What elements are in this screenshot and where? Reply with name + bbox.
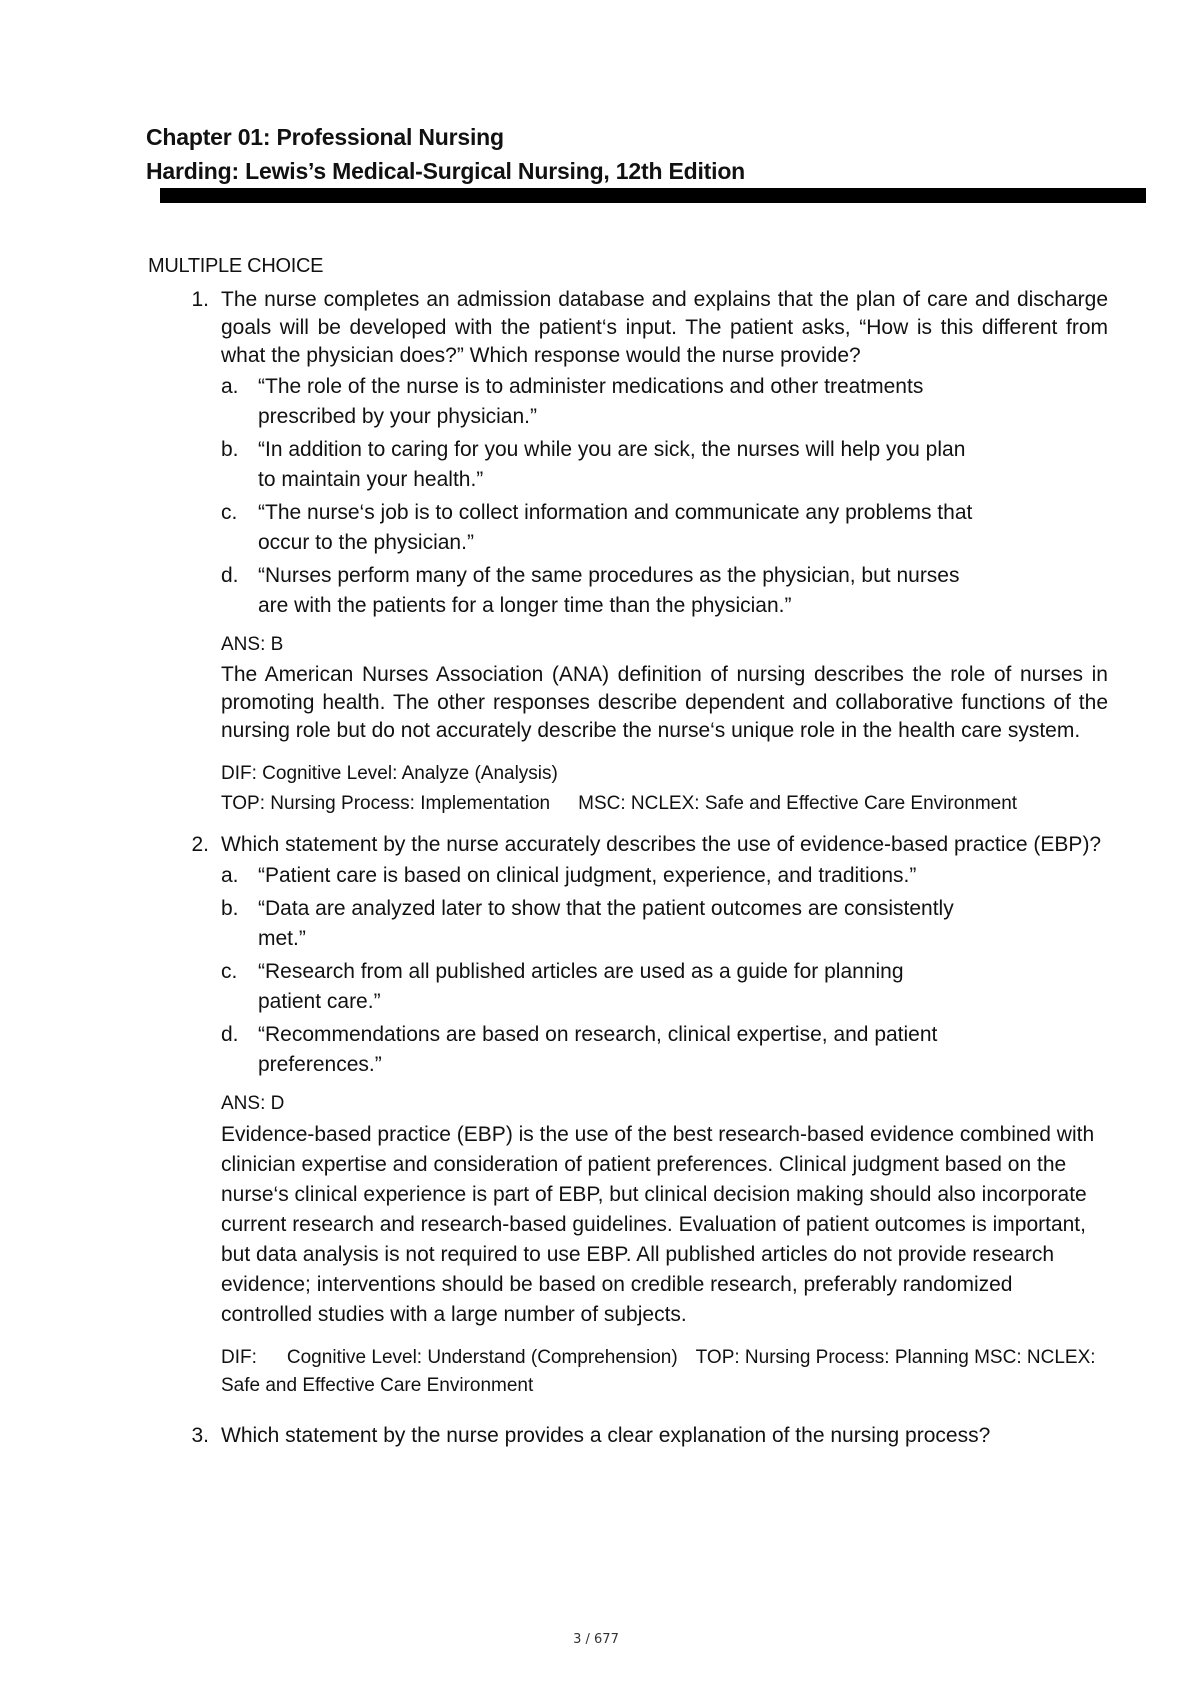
option-letter: c. [221,960,238,983]
rationale: The American Nurses Association (ANA) definition of nursing describes the role of nurses in promoting health. The other responses describe dependent and collaborative functions of the nursing role but do not accurately describe the nurse‘s unique role in the health care system. [221,663,1108,742]
option-text: “The role of the nurse is to administer medications and other treatments prescribed by your physician.” [258,375,924,428]
question-metadata [221,1344,1108,1400]
option-list [221,372,1108,621]
question-text: Which statement by the nurse accurately describes the use of evidence-based practice (EBP)? [221,833,1102,856]
option-letter: a. [221,375,239,398]
option-c [221,498,1108,558]
answer-key: ANS: B [221,634,284,655]
difficulty: Cognitive Level: Understand (Comprehension) [286,1347,678,1368]
option-list [221,861,1108,1080]
question-number: 3. [191,1424,209,1447]
option-letter: d. [221,564,239,587]
option-letter: b. [221,897,239,920]
book-title: Harding: Lewis’s Medical-Surgical Nursing, 12th Edition [146,158,746,184]
msc-category: MSC: NCLEX: Safe and Effective Care Environment [578,793,1018,814]
option-a [221,861,1108,891]
question-number: 1. [191,288,209,311]
option-text: “Patient care is based on clinical judgment, experience, and traditions.” [258,864,917,887]
question-1 [160,286,1108,819]
question-text: The nurse completes an admission database and explains that the plan of care and discharge goals will be developed with the patient‘s input. The patient asks, “How is this different from what the physician does?” Which response would the nurse provide? [221,288,1108,367]
option-b [221,435,1108,495]
option-text: “In addition to caring for you while you are sick, the nurses will help you plan to maintain your health.” [258,438,966,491]
option-text: “Nurses perform many of the same procedures as the physician, but nurses are with the patients for a longer time than the physician.” [258,564,960,617]
header-divider [160,188,1146,203]
option-a [221,372,1108,432]
answer-block [221,631,1108,819]
option-letter: b. [221,438,239,461]
option-text: “Data are analyzed later to show that the patient outcomes are consistently met.” [258,897,954,950]
page-header [146,120,1146,188]
difficulty-label: DIF: [221,1347,257,1368]
question-number: 2. [191,833,209,856]
msc-category: MSC: NCLEX: Safe and Effective Care Environment [221,1347,1096,1396]
answer-block [221,1090,1108,1400]
topic: TOP: Nursing Process: Planning [695,1347,969,1368]
option-letter: c. [221,501,238,524]
option-d [221,561,1108,621]
topic: TOP: Nursing Process: Implementation [221,793,551,814]
option-text: “The nurse‘s job is to collect information and communicate any problems that occur to the physician.” [258,501,973,554]
answer-key: ANS: D [221,1093,285,1114]
chapter-title: Chapter 01: Professional Nursing [146,124,504,150]
difficulty: DIF: Cognitive Level: Analyze (Analysis) [221,763,558,784]
rationale: Evidence-based practice (EBP) is the use of the best research-based evidence combined with clinician expertise and consideration of patient preferences. Clinical judgment based on the nurse‘s clinical experience is part of EBP, but clinical decision making should also incorporate current research and research-based guidelines. Evaluation of patient outcomes is important, but data analysis is not required to use EBP. All published articles do not provide research evidence; interventions should be based on credible research, preferably randomized controlled studies with a large number of subjects. [221,1123,1095,1326]
option-text: “Research from all published articles are used as a guide for planning patient care.” [258,960,904,1013]
option-text: “Recommendations are based on research, clinical expertise, and patient preferences.” [258,1023,938,1076]
option-letter: d. [221,1023,239,1046]
question-2 [160,831,1108,1400]
page-number: 3 / 677 [573,1632,619,1647]
question-3 [160,1422,1108,1450]
question-metadata [221,759,1108,819]
option-b [221,894,1108,954]
option-letter: a. [221,864,239,887]
option-d [221,1020,1108,1080]
option-c [221,957,1108,1017]
section-heading: MULTIPLE CHOICE [148,255,324,277]
question-text: Which statement by the nurse provides a clear explanation of the nursing process? [221,1424,991,1447]
